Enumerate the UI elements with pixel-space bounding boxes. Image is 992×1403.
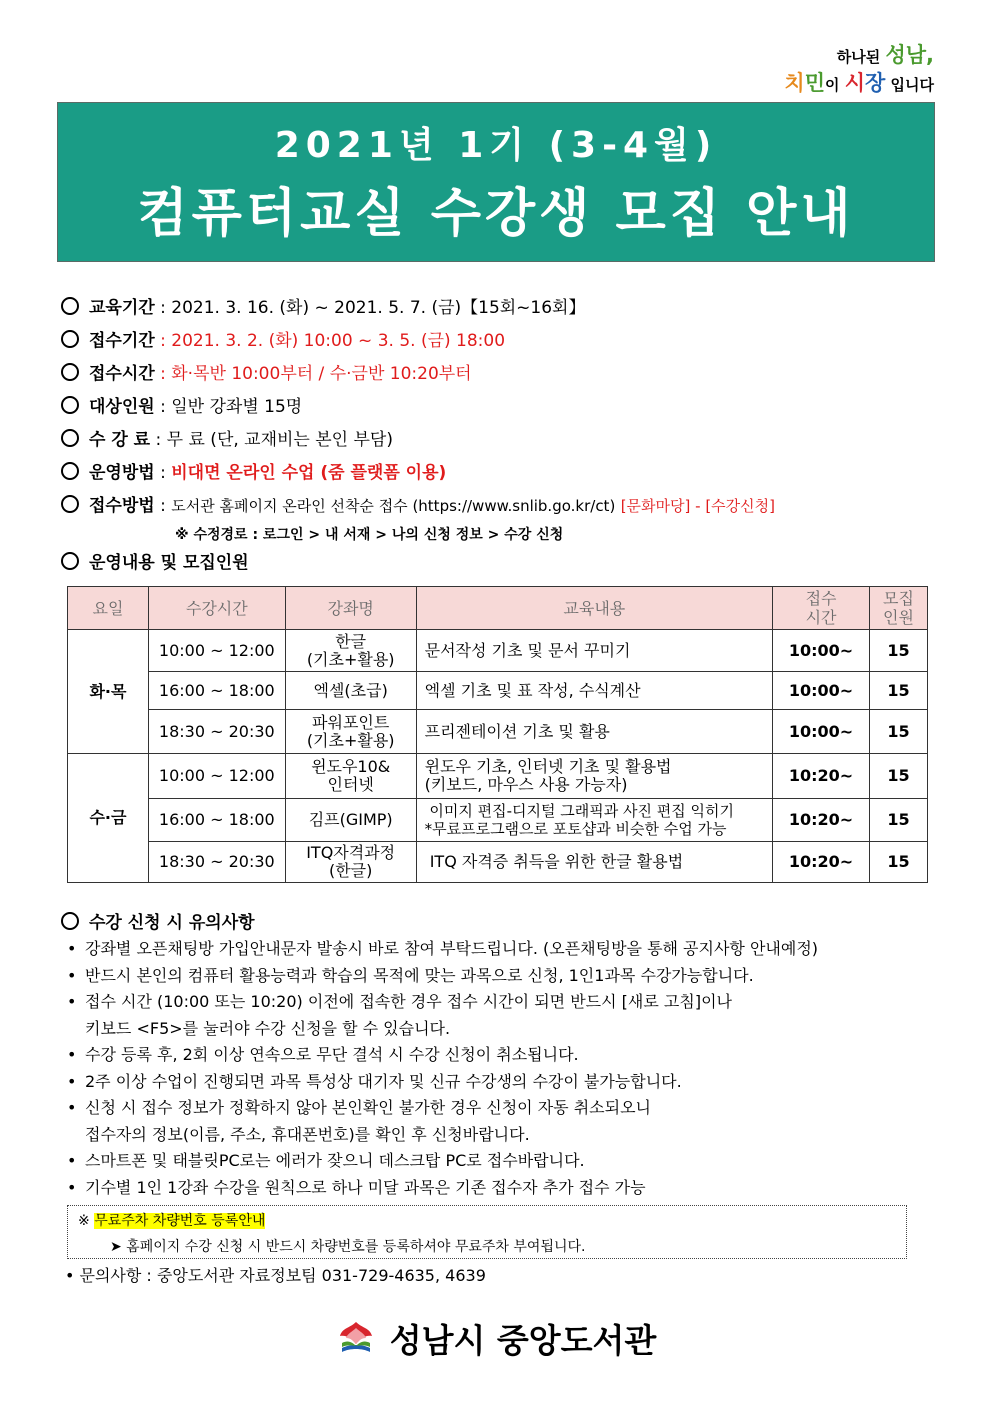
bullet-icon: • — [67, 1071, 77, 1091]
time-cell: 16:00 ~ 18:00 — [148, 799, 285, 842]
info-value: 2021. 3. 2. (화) 10:00 ~ 3. 5. (금) 18:00 — [171, 331, 506, 351]
table-row — [68, 630, 928, 672]
day-cell: 화·목 — [68, 630, 149, 754]
info-value: 2021. 3. 16. (화) ~ 2021. 5. 7. (금)【15회~16회】 — [171, 298, 586, 318]
reg-cell: 10:00~ — [773, 672, 870, 710]
info-sep: : — [154, 298, 172, 318]
info-sep: : — [154, 463, 172, 483]
bullet-icon: • — [67, 1045, 77, 1064]
caution-text: 2주 이상 수업이 진행되면 과목 특성상 대기자 및 신규 수강생의 수강이 불가능합니다. — [85, 1071, 682, 1091]
list-item — [57, 1148, 937, 1175]
cap-cell: 15 — [870, 630, 928, 672]
list-item — [57, 963, 937, 990]
banner-title: 컴퓨터교실 수강생 모집 안내 — [137, 184, 855, 244]
time-cell: 10:00 ~ 12:00 — [148, 630, 285, 672]
caution-cont: 접수자의 정보(이름, 주소, 휴대폰번호)를 확인 후 신청바랍니다. — [85, 1124, 530, 1144]
table-row — [68, 672, 928, 710]
slogan-char: 입니다 — [885, 76, 934, 94]
info-label: 운영방법 — [89, 463, 155, 483]
info-list — [57, 292, 937, 580]
info-fee — [57, 424, 937, 457]
parking-detail: ➤ 홈페이지 수강 신청 시 반드시 차량번호를 등록하셔야 무료주차 부여됩니다. — [110, 1239, 586, 1255]
header-day: 요일 — [68, 587, 149, 630]
bullet-icon: • — [67, 1098, 77, 1117]
info-sep: : — [154, 331, 172, 351]
info-method — [57, 457, 937, 490]
info-value: 무 료 (단, 교재비는 본인 부담) — [166, 430, 393, 450]
info-sep: : — [154, 364, 172, 384]
course-cell: 윈도우10& 인터넷 — [285, 754, 416, 799]
caution-text: 기수별 1인 1강좌 수강을 원칙으로 하나 미달 과목은 기존 접수자 추가 접수 가능 — [85, 1177, 646, 1197]
header-cap: 모집 인원 — [870, 587, 928, 630]
footer-title: 성남시 중앙도서관 — [389, 1321, 657, 1360]
circle-bullet-icon — [61, 912, 79, 930]
content-cell: 프리젠테이션 기초 및 활용 — [416, 710, 772, 754]
header-reg: 접수 시간 — [773, 587, 870, 630]
reg-cell: 10:20~ — [773, 799, 870, 842]
content-cell: 엑셀 기초 및 표 작성, 수식계산 — [416, 672, 772, 710]
caution-text: 신청 시 접수 정보가 정확하지 않아 본인확인 불가한 경우 신청이 자동 취소되오니 — [85, 1098, 651, 1117]
list-item — [57, 1069, 937, 1096]
day-cell: 수·금 — [68, 754, 149, 883]
reg-cell: 10:20~ — [773, 754, 870, 799]
course-cell: 파워포인트 (기초+활용) — [285, 710, 416, 754]
circle-bullet-icon — [61, 429, 79, 447]
content-cell: 문서작성 기초 및 문서 꾸미기 — [416, 630, 772, 672]
parking-title-row — [78, 1210, 265, 1230]
time-cell: 16:00 ~ 18:00 — [148, 672, 285, 710]
course-cell: ITQ자격과정 (한글) — [285, 842, 416, 883]
info-label: 접수기간 — [89, 331, 155, 351]
table-row — [68, 754, 928, 799]
time-cell: 18:30 ~ 20:30 — [148, 710, 285, 754]
info-value: 비대면 온라인 수업 (줌 플랫폼 이용) — [171, 463, 447, 483]
cap-cell: 15 — [870, 710, 928, 754]
section-title: 운영내용 및 모집인원 — [89, 553, 249, 573]
cautions-section — [57, 910, 937, 1201]
slogan-char: 장 — [865, 71, 886, 95]
table-row — [68, 799, 928, 842]
cap-cell: 15 — [870, 754, 928, 799]
bullet-icon: • — [67, 939, 77, 958]
cautions-header — [57, 910, 937, 936]
info-label: 교육기간 — [89, 298, 155, 318]
inquiry-contact: • 문의사항 : 중앙도서관 자료정보팀 031-729-4635, 4639 — [65, 1266, 486, 1285]
circle-bullet-icon — [61, 462, 79, 480]
course-cell: 엑셀(초급) — [285, 672, 416, 710]
list-item — [57, 1175, 937, 1202]
banner-subtitle: 2021년 1기 (3-4월) — [274, 125, 718, 166]
section-title-row — [57, 547, 937, 580]
info-value: 일반 강좌별 15명 — [171, 397, 303, 417]
circle-bullet-icon — [61, 552, 79, 570]
info-apply — [57, 490, 937, 523]
info-label: 수 강 료 — [89, 430, 151, 450]
parking-notice — [67, 1205, 907, 1259]
info-period — [57, 292, 937, 325]
slogan-text: 하나된 — [836, 48, 886, 66]
caution-cont: 키보드 <F5>를 눌러야 수강 신청을 할 수 있습니다. — [85, 1018, 451, 1038]
cap-cell: 15 — [870, 842, 928, 883]
title-banner — [57, 102, 935, 262]
header-content: 교육내용 — [416, 587, 772, 630]
time-cell: 10:00 ~ 12:00 — [148, 754, 285, 799]
slogan-char: 이 — [824, 76, 845, 94]
info-value: 화·목반 10:00부터 / 수·금반 10:20부터 — [171, 364, 472, 384]
apply-path: [문화마당] - [수강신청] — [620, 497, 775, 515]
caution-text: 스마트폰 및 태블릿PC로는 에러가 잦으니 데스크탑 PC로 접수바랍니다. — [85, 1151, 585, 1170]
table-row — [68, 710, 928, 754]
content-cell: ITQ 자격증 취득을 위한 한글 활용법 — [416, 842, 772, 883]
slogan-char: 시 — [844, 71, 865, 95]
cap-cell: 15 — [870, 799, 928, 842]
content-cell: 윈도우 기초, 인터넷 기초 및 활용법 (키보드, 마우스 사용 가능자) — [416, 754, 772, 799]
info-label: 대상인원 — [89, 397, 155, 417]
bullet-icon: • — [67, 965, 77, 985]
list-item — [57, 1042, 937, 1069]
cautions-title: 수강 신청 시 유의사항 — [89, 913, 255, 933]
caution-text: 반드시 본인의 컴퓨터 활용능력과 학습의 목적에 맞는 과목으로 신청, 1인1과목 수강가능합니다. — [85, 965, 754, 985]
info-label: 접수방법 — [89, 496, 155, 516]
caution-text: 접수 시간 (10:00 또는 10:20) 이전에 접속한 경우 접수 시간이 되면 반드시 [새로 고침]이나 — [85, 992, 732, 1011]
header-time: 수강시간 — [148, 587, 285, 630]
bullet-icon: • — [67, 1151, 77, 1170]
reg-cell: 10:00~ — [773, 630, 870, 672]
course-cell: 한글 (기초+활용) — [285, 630, 416, 672]
circle-bullet-icon — [61, 396, 79, 414]
slogan-char: 민 — [804, 71, 825, 95]
reg-cell: 10:00~ — [773, 710, 870, 754]
content-cell: 이미지 편집-디지털 그래픽과 사진 편집 익히기 *무료프로그램으로 포토샵과 비슷한 수업 가능 — [416, 799, 772, 842]
list-item — [57, 936, 937, 963]
slogan-char: 치 — [784, 71, 805, 95]
footer — [0, 1315, 992, 1362]
list-item — [57, 989, 937, 1042]
course-cell: 김프(GIMP) — [285, 799, 416, 842]
cap-cell: 15 — [870, 672, 928, 710]
parking-title: 무료주차 차량번호 등록안내 — [94, 1213, 266, 1229]
info-label: 접수시간 — [89, 364, 155, 384]
table-row — [68, 842, 928, 883]
info-registration-time — [57, 358, 937, 391]
info-sep: : — [154, 496, 172, 516]
info-target — [57, 391, 937, 424]
city-slogan — [784, 42, 934, 98]
reg-cell: 10:20~ — [773, 842, 870, 883]
circle-bullet-icon — [61, 297, 79, 315]
header-course: 강좌명 — [285, 587, 416, 630]
caution-text: 강좌별 오픈채팅방 가입안내문자 발송시 바로 참여 부탁드립니다. (오픈채팅방을 통해 공지사항 안내예정) — [85, 939, 819, 958]
circle-bullet-icon — [61, 495, 79, 513]
table-header — [68, 587, 928, 630]
circle-bullet-icon — [61, 330, 79, 348]
time-cell: 18:30 ~ 20:30 — [148, 842, 285, 883]
slogan-city: 성남, — [885, 43, 934, 67]
route-note: ※ 수정경로 : 로그인 > 내 서재 > 나의 신청 정보 > 수강 신청 — [175, 527, 564, 543]
city-emblem-icon — [336, 1318, 376, 1358]
bullet-icon: • — [67, 992, 77, 1011]
info-value: 도서관 홈페이지 온라인 선착순 접수 (https://www.snlib.go.kr/ct) — [171, 497, 616, 515]
list-item — [57, 1095, 937, 1148]
circle-bullet-icon — [61, 363, 79, 381]
note-mark: ※ — [78, 1213, 95, 1229]
info-sep: : — [154, 397, 172, 417]
caution-text: 수강 등록 후, 2회 이상 연속으로 무단 결석 시 수강 신청이 취소됩니다. — [85, 1045, 579, 1064]
info-sep: : — [150, 430, 167, 450]
schedule-table — [67, 586, 928, 883]
info-registration-period — [57, 325, 937, 358]
bullet-icon: • — [67, 1177, 77, 1197]
